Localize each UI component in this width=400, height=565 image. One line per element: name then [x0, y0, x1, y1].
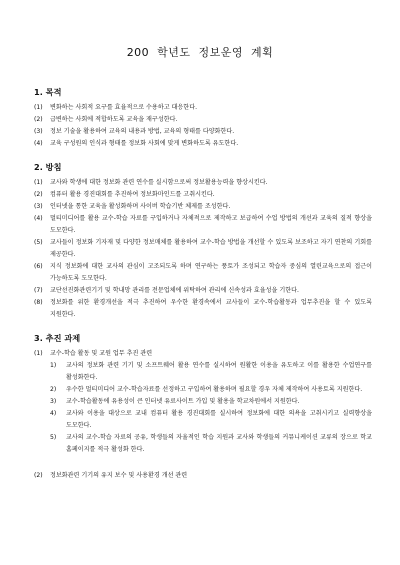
item-text: 급변하는 사회에 적합하도록 교육을 재구성한다. [50, 116, 178, 123]
sub-list-item [34, 396, 372, 408]
item-number: (3) [34, 128, 43, 135]
list-item [34, 177, 372, 189]
item-number: (5) [34, 239, 43, 246]
item-number: (6) [34, 263, 43, 270]
subitem-number: 2) [50, 386, 57, 393]
sub-list-item [34, 360, 372, 384]
list-item [34, 102, 372, 114]
item-number: (2) [34, 191, 43, 198]
item-number: (3) [34, 203, 43, 210]
item-text: 변화하는 사회적 요구를 효율적으로 수용하고 대응한다. [50, 104, 198, 111]
list-item [34, 348, 372, 360]
item-text: 멀티미디어를 활용 교수-학습 자료를 구입하거나 자체적으로 제작하고 보급하여 수업 방법의 개선과 교육의 질적 향상을 도모한다. [50, 215, 372, 234]
section-heading: 3. 추진 과제 [34, 333, 81, 343]
item-text: 교사들이 정보화 기자재 및 다양한 정보매체를 활용하여 교수-학습 방법을 개선할 수 있도록 보조하고 자기 연찬의 기회를 제공한다. [50, 239, 372, 258]
list-item [34, 285, 372, 297]
list-item [34, 189, 372, 201]
item-number: (4) [34, 140, 43, 147]
item-number: (7) [34, 287, 43, 294]
item-number: (1) [34, 350, 43, 357]
item-number: (8) [34, 299, 43, 306]
item-number: (4) [34, 215, 43, 222]
section-purpose [34, 86, 372, 150]
subitem-text: 교사의 정보화 관련 기기 및 소프트웨어 활용 연수를 실시하여 원활한 이용을 유도하고 이를 활용한 수업연구를 활성화한다. [66, 362, 372, 381]
sub-list-item [34, 432, 372, 456]
item-text: 지식 정보화에 대한 교사의 관심이 고조되도록 하며 연구하는 풍토가 조성되고 학습자 중심의 열린교육으로의 접근이 가능하도록 도모한다. [50, 263, 372, 282]
sub-list-item [34, 408, 372, 432]
list-item [34, 470, 372, 482]
item-text: 인터넷을 통한 교육을 활성화하며 사이버 학습기반 체제를 조성한다. [50, 203, 231, 210]
item-text: 교육 구성원의 인식과 형태를 정보화 사회에 맞게 변화하도록 유도한다. [50, 140, 239, 147]
item-text: 정보화관련 기기의 유지 보수 및 사용환경 개선 관련 [50, 472, 188, 479]
section-policy [34, 161, 372, 321]
list-item [34, 297, 372, 321]
subitem-text: 교사의 교수-학습 자료의 공유, 학생들의 자율적인 학습 지원과 교사와 학생들의 커뮤니케이션 교류의 장으로 학교 홈페이지를 적극 활성화 한다. [66, 434, 372, 453]
item-number: (1) [34, 179, 43, 186]
subitem-text: 교수-학습활동에 유용성이 큰 인터넷 유료사이트 가입 및 활용을 학교차원에서 지원한다. [66, 398, 300, 405]
list-item [34, 126, 372, 138]
item-number: (2) [34, 116, 43, 123]
sub-list-item [34, 384, 372, 396]
section-heading: 2. 방침 [34, 162, 62, 172]
section-heading: 1. 목적 [34, 87, 62, 97]
item-text: 교사와 학생에 대한 정보화 관련 연수를 실시함으로써 정보활용능력을 향상시킨다. [50, 179, 268, 186]
subitem-number: 3) [50, 398, 57, 405]
item-text: 정보 기술을 활용하여 교육의 내용과 방법, 교육의 형태를 다양화한다. [50, 128, 235, 135]
item-text: 정보화를 위한 환경개선을 적극 추진하여 우수한 환경속에서 교사들이 교수-학습활동과 업무추진을 할 수 있도록 지원한다. [50, 299, 372, 318]
list-item [34, 201, 372, 213]
subitem-text: 우수한 멀티미디어 교수-학습자료를 선정하고 구입하여 활용하며 필요할 경우 자체 제작하여 사용토록 지원한다. [66, 386, 363, 393]
document-body [34, 86, 372, 493]
list-item [34, 213, 372, 237]
item-text: 컴퓨터 활용 경진대회를 추진하여 정보화마인드를 고취시킨다. [50, 191, 215, 198]
item-number: (1) [34, 104, 43, 111]
list-item [34, 261, 372, 285]
document-title: 200 학년도 정보운영 계획 [126, 46, 274, 59]
subitem-number: 1) [50, 362, 57, 369]
section-tasks [34, 332, 372, 482]
list-item [34, 114, 372, 126]
subitem-number: 4) [50, 410, 57, 417]
list-item [34, 138, 372, 150]
item-number: (2) [34, 472, 43, 479]
list-item [34, 237, 372, 261]
subitem-text: 교사와 이용을 대상으로 교내 컴퓨터 활용 경진대회를 실시하여 정보화에 대한 의욕을 고취시키고 실력향상을 도모한다. [66, 410, 372, 429]
subitem-number: 5) [50, 434, 57, 441]
item-text: 교단선진화관련기기 및 학내망 관리를 전문업체에 위탁하여 관리에 신속성과 효율성을 기한다. [50, 287, 299, 294]
item-text: 교수-학습 활동 및 교원 업무 추진 관련 [50, 350, 153, 357]
